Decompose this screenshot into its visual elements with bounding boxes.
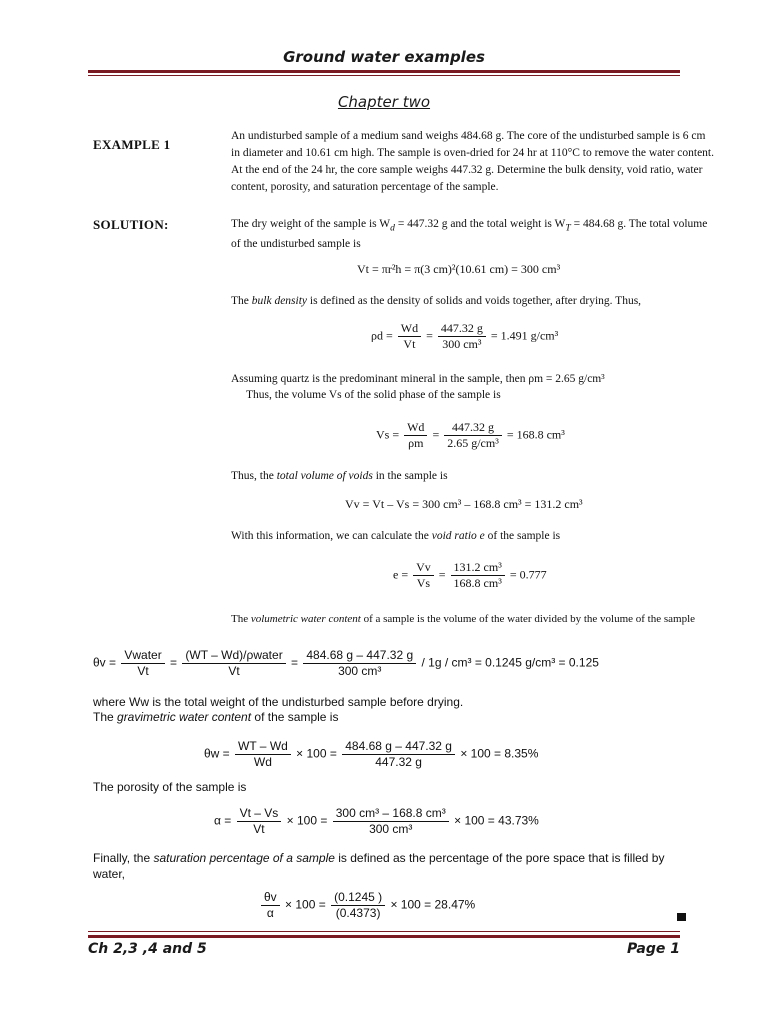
footer-rule-thick (88, 935, 680, 938)
quartz-assumption-text: Assuming quartz is the predominant mineral in the sample, then ρm = 2.65 g/cm³ (231, 373, 605, 385)
equation-bulk-density: ρd = $\frac{Wd}{Vt}$ = $\frac{447.32 g}{\text{300 cm³}}$ = 1.491 g/cm³ (371, 321, 559, 351)
ww-definition-text: where Ww is the total weight of the undisturbed sample before drying. (93, 695, 464, 709)
footer-chapter-range: Ch 2,3 ,4 and 5 (88, 941, 207, 957)
example-label (93, 137, 170, 153)
equation-voids-volume: Vv = Vt – Vs = 300 cm³ – 168.8 cm³ = 131.2 cm³ (345, 497, 583, 511)
header-rule-thin (88, 75, 680, 76)
footer-rule-thin (88, 931, 680, 932)
equation-gravimetric-water-content: θw = $\frac{WT - Wd}{Wd}$ × 100 = $\frac{484.68 g - 447.32 g}{447.32 g}$ × 100 = 8.35% (204, 739, 539, 769)
example-problem-text: An undisturbed sample of a medium sand weighs 484.68 g. The core of the undisturbed sample is 6 cm in diameter and 10.61 cm high. The sample is oven-dried for 24 hr at 110°C to remove the water content. At the end of the 24 hr, the core sample weighs 447.32 g. Determine the bulk density, void ratio, water content, porosity, and saturation percentage of the sample. (231, 130, 714, 193)
bulk-density-text: The bulk density is defined as the density of solids and voids together, after drying. Thus, (231, 295, 642, 307)
void-ratio-text: With this information, we can calculate the void ratio e of the sample is (231, 530, 561, 542)
document-header-title: Ground water examples (283, 48, 485, 66)
equation-volumetric-water-content: θv = $\frac{\text{Vwater}}{Vt}$ = $\frac{\text{(WT – Wd)/ρwater}}{Vt}$ = $\frac{484.68 g - 447.32 g}{\text{300 cm³}}$ / 1g / cm³ = 0.1245 g/cm³ = 0.125 (93, 648, 599, 678)
voids-intro-text: Thus, the total volume of voids in the sample is (231, 470, 448, 482)
equation-total-volume: Vt = πr²h = π(3 cm)²(10.61 cm) = 300 cm³ (357, 262, 561, 276)
equation-void-ratio: e = $\frac{Vv}{Vs}$ = $\frac{\text{131.2 cm³}}{\text{168.8 cm³}}$ = 0.777 (393, 560, 547, 590)
gravimetric-intro-text: The gravimetric water content of the sample is (93, 710, 339, 724)
chapter-heading: Chapter two (337, 93, 431, 111)
volumetric-water-content-text: The volumetric water content of a sample is the volume of the water divided by the volume of the sample (231, 613, 696, 625)
equation-porosity: α = $\frac{Vt - Vs}{Vt}$ × 100 = $\frac{\text{300 cm³ – 168.8 cm³}}{\text{300 cm³}}$ × 100 = 43.73% (214, 806, 539, 836)
solid-volume-intro-text: Thus, the volume Vs of the solid phase of the sample is (246, 389, 501, 401)
end-marker-square (677, 913, 686, 921)
solution-label: SOLUTION: (93, 217, 169, 232)
equation-solid-volume: Vs = $\frac{Wd}{\rho m}$ = $\frac{447.32 g}{\text{2.65 g/cm³}}$ = 168.8 cm³ (376, 420, 565, 450)
equation-saturation-percentage: $\frac{\theta v}{\alpha}$ × 100 = $\frac{(0.1245 )}{(0.4373)}$ × 100 = 28.47% (259, 890, 475, 921)
footer-page-number: Page 1 (627, 941, 680, 957)
solution-intro-text: The dry weight of the sample is $W_d = 447.32$ g and the total weight is $W_T = 484.68$ g. The total volume of the undisturbed sample is (231, 218, 708, 251)
example-label-text: EXAMPLE (93, 137, 161, 152)
example-number: 1 (163, 137, 171, 152)
porosity-intro-text: The porosity of the sample is (93, 780, 247, 794)
header-rule-thick (88, 70, 680, 73)
saturation-intro-text: Finally, the saturation percentage of a sample is defined as the percentage of the pore space that is filled by water, (93, 851, 665, 881)
